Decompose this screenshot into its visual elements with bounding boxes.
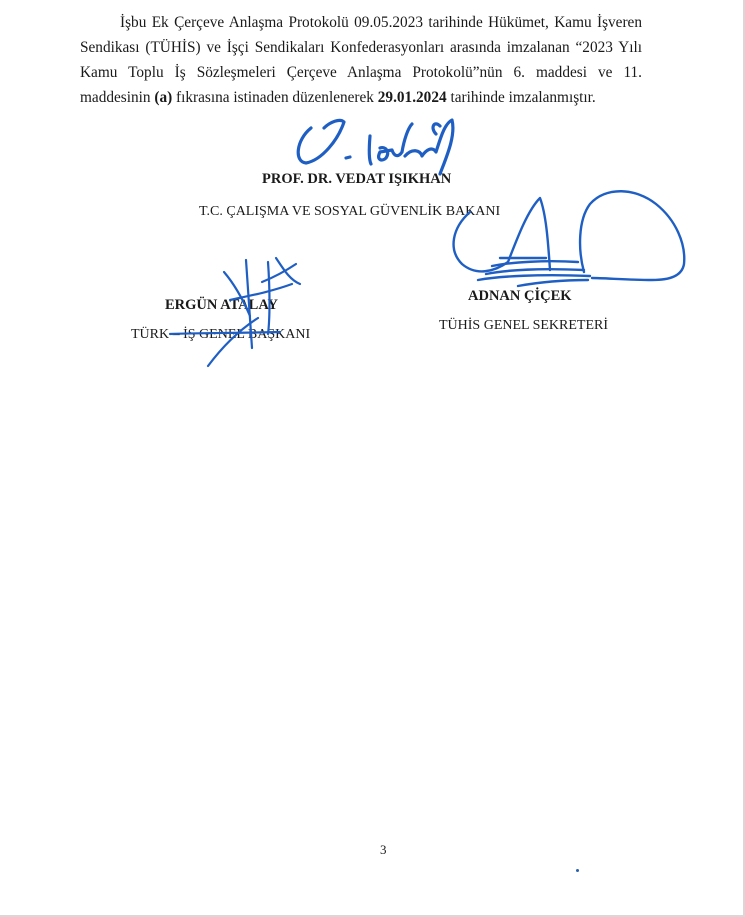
minister-title: T.C. ÇALIŞMA VE SOSYAL GÜVENLİK BAKANI <box>199 204 501 219</box>
tuhis-secretary-name: ADNAN ÇİÇEK <box>468 288 572 304</box>
minister-name: PROF. DR. VEDAT IŞIKHAN <box>262 171 452 187</box>
paragraph-bold-date: 29.01.2024 <box>377 89 447 106</box>
union-president-title: TÜRK – İŞ GENEL BAŞKANI <box>131 327 311 342</box>
tuhis-secretary-title: TÜHİS GENEL SEKRETERİ <box>439 318 609 333</box>
paragraph-text: İşbu Ek Çerçeve Anlaşma Protokolü 09.05.2023 tarihinde Hükümet, Kamu İşveren Sendikası (TÜHİS) ve İşçi Sendikaları Konfederasyonları arasında imzalanan “2023 Yılı Kamu Toplu İş Sözleşmeleri Çerçeve Anlaşma Protokolü”nün 6. maddesi ve 11. maddesinin <box>80 14 642 106</box>
paragraph-text: tarihinde imzalanmıştır. <box>446 89 596 106</box>
paragraph-text: fıkrasına istinaden düzenlenerek <box>172 89 378 106</box>
protocol-paragraph <box>80 10 642 110</box>
minister-signature <box>298 120 453 174</box>
ink-dot <box>576 869 579 872</box>
paragraph-bold-clause: (a) <box>154 89 173 106</box>
page-number: 3 <box>380 842 387 857</box>
union-president-name: ERGÜN ATALAY <box>165 297 278 313</box>
